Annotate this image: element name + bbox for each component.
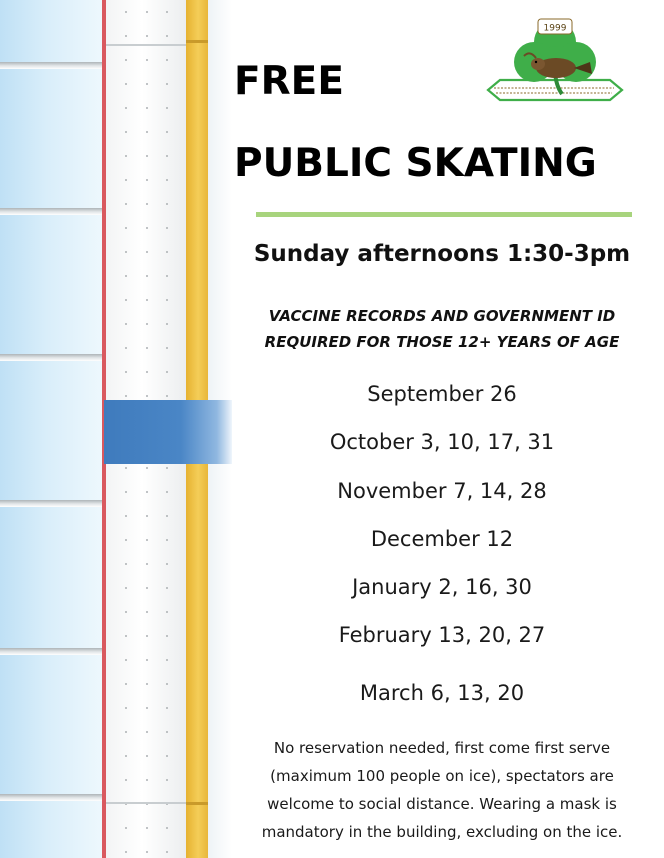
rink-board-decoration xyxy=(0,0,232,858)
notes-paragraph xyxy=(240,734,644,846)
blue-accent-bar xyxy=(104,400,232,464)
panel-divider xyxy=(0,648,104,655)
kickplate-seam xyxy=(186,802,208,805)
notes-line: No reservation needed, first come first serve xyxy=(273,739,611,757)
date-october: October 3, 10, 17, 31 xyxy=(329,430,555,454)
panel-divider xyxy=(0,62,104,69)
notes-line: mandatory in the building, excluding on the ice. xyxy=(261,823,623,841)
date-february: February 13, 20, 27 xyxy=(338,623,546,647)
schedule-time: Sunday afternoons 1:30-3pm xyxy=(253,241,631,267)
logo-year: 1999 xyxy=(543,23,567,34)
date-september: September 26 xyxy=(367,382,517,406)
requirement-line: REQUIRED FOR THOSE 12+ YEARS OF AGE xyxy=(264,333,620,351)
board-seam xyxy=(106,802,186,804)
date-march: March 6, 13, 20 xyxy=(359,681,525,705)
notes-line: welcome to social distance. Wearing a mask is xyxy=(267,795,617,813)
title-public-skating: PUBLIC SKATING xyxy=(234,141,597,186)
kickplate-seam xyxy=(186,40,208,43)
township-logo xyxy=(484,10,626,106)
year-badge xyxy=(538,19,572,34)
panel-divider xyxy=(0,208,104,215)
requirement-line: VACCINE RECORDS AND GOVERNMENT ID xyxy=(268,307,616,325)
panel-divider xyxy=(0,354,104,361)
ice-blue-panel xyxy=(0,0,104,858)
date-december: December 12 xyxy=(370,527,514,551)
green-divider xyxy=(256,212,632,217)
notes-line: (maximum 100 people on ice), spectators are xyxy=(270,767,614,785)
date-january: January 2, 16, 30 xyxy=(352,575,532,599)
title-free: FREE xyxy=(234,59,344,104)
panel-divider xyxy=(0,500,104,507)
vaccine-requirement xyxy=(240,303,644,355)
board-seam xyxy=(106,44,186,46)
date-november: November 7, 14, 28 xyxy=(337,479,547,503)
panel-divider xyxy=(0,794,104,801)
